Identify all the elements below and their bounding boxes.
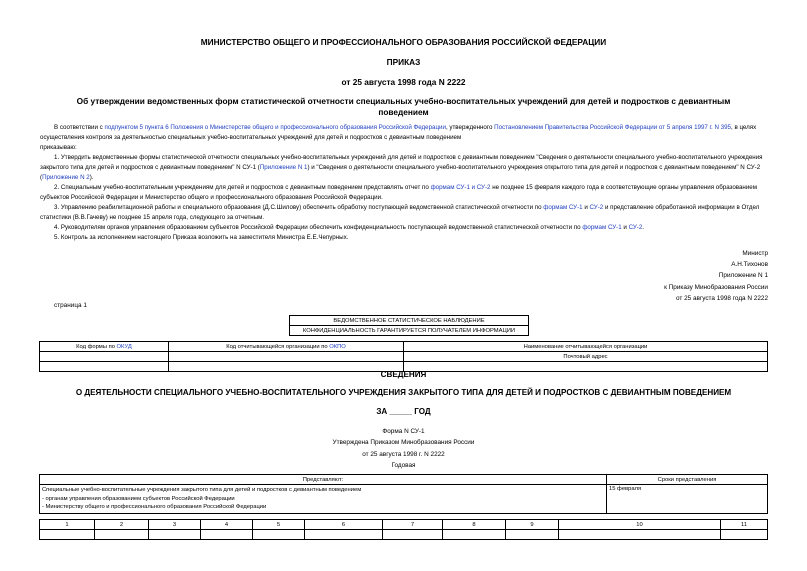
item-3: 3. Управлению реабилитационной работы и специального образования (Д.С.Шилову) обеспечить обработку поступающей ведомственной статистической отчетности по формам СУ-1 и СУ-2 и представление обработанной информации в Отдел статистики (В.В.Гачеву) не позднее 15 апреля года, следующего за отчетным. [40, 204, 760, 221]
confidentiality-cell: КОНФИДЕНЦИАЛЬНОСТЬ ГАРАНТИРУЕТСЯ ПОЛУЧАТЕЛЕМ ИНФОРМАЦИИ [290, 326, 529, 336]
link-appendix-1[interactable]: Приложение N 1 [259, 163, 308, 171]
appendix-order: к Приказу Минобразования России [664, 283, 768, 291]
link-form-su1[interactable]: формам СУ-1 [543, 204, 583, 211]
link-form-su1-b[interactable]: формам СУ-1 [582, 224, 622, 231]
form-periodicity: Годовая [391, 461, 416, 469]
link-postanovlenie[interactable]: Постановлением Правительства Российской Федерации от 5 апреля 1997 г. N 395 [494, 124, 731, 131]
col-number: 7 [383, 520, 443, 530]
col-number: 8 [443, 520, 506, 530]
form-number: Форма N СУ-1 [382, 428, 425, 435]
link-okpo[interactable]: ОКПО [329, 343, 346, 350]
deadline-value: 15 февраля [607, 485, 768, 514]
col-number: 1 [40, 520, 95, 530]
doc-title: Об утверждении ведомственных форм статистической отчетности специальных учебно-воспитательных учреждений для детей и подростков с девиантным поведением [76, 96, 731, 117]
signature-block [664, 248, 768, 304]
col-number: 4 [201, 520, 253, 530]
deadline-header: Сроки представления [607, 475, 768, 485]
submitters-header: Представляют: [40, 475, 607, 485]
col-number: 3 [149, 520, 201, 530]
stat-observation-cell: ВЕДОМСТВЕННОЕ СТАТИСТИЧЕСКОЕ НАБЛЮДЕНИЕ [290, 316, 529, 326]
col-number: 2 [95, 520, 149, 530]
form-meta [0, 426, 807, 471]
statistical-header-table [39, 315, 768, 336]
link-form-su2-b[interactable]: СУ-2 [628, 224, 643, 231]
org-name-cell: Наименование отчитывающейся организации [404, 342, 768, 352]
appendix-label: Приложение N 1 [718, 272, 768, 280]
link-form-su2[interactable]: СУ-2 [589, 204, 604, 211]
col-number: 9 [506, 520, 559, 530]
link-polozhenie[interactable]: подпунктом 5 пункта 6 Положения о Министерстве общего и профессионального образования Российской Федерации [104, 124, 446, 131]
link-okud[interactable]: ОКУД [116, 343, 132, 350]
code-org-cell: Код отчитывающейся организации по ОКПО [169, 342, 404, 352]
col-number: 5 [253, 520, 305, 530]
order-word: приказываю: [40, 144, 77, 151]
item-5: 5. Контроль за исполнением настоящего Приказа возложить на заместителя Министра Е.Е.Чепурных. [54, 234, 349, 241]
code-form-cell: Код формы по ОКУД [40, 342, 169, 352]
item-1: 1. Утвердить ведомственные формы статистической отчетности специальных учебно-воспитательных учреждений для детей и подростков с девиантным поведением "Сведения о деятельности специального учебно-воспитательного учреждения закрытого типа для детей и подростков с девиантным поведением" N СУ-1 (Приложение N 1) и "Сведения о деятельности специального учебно-воспитательного учреждения открытого типа для детей и подростков с девиантным поведением" N СУ-2 (Приложение N 2). [40, 154, 763, 181]
item-4: 4. Руководителям органов управления образованием субъектов Российской Федерации обеспечить конфиденциальность поступающей ведомственной статистической отчетности по формам СУ-1 и СУ-2. [54, 224, 645, 231]
page-label: страница 1 [54, 302, 87, 309]
submitters-list: Специальные учебно-воспитательные учреждения закрытого типа для детей и подростков с девиантным поведением - органам управления образованием субъектов Российской Федерации - Министерству общего и профессионального образования Российской Федерации [40, 485, 607, 514]
form-year: ЗА _____ ГОД [376, 407, 431, 416]
link-forms-su1-su2[interactable]: формам СУ-1 и СУ-2 [430, 184, 491, 191]
postal-address-cell: Почтовый адрес [404, 352, 768, 362]
link-appendix-2[interactable]: Приложение N 2 [42, 173, 90, 181]
preamble: В соответствии с подпунктом 5 пункта 6 Положения о Министерстве общего и профессионального образования Российской Федерации, утвержденного Постановлением Правительства Российской Федерации от 5 апреля 1997 г. N 395, в целях осуществления контроля за деятельностью специальных учебно-воспитательных учреждений для детей и подростков с девиантным поведением [40, 124, 757, 141]
minister-role: Министр [742, 250, 768, 257]
form-approved: Утверждена Приказом Минобразования России [332, 439, 475, 447]
form-approved-date: от 25 августа 1998 г. N 2222 [362, 450, 445, 458]
codes-table [39, 341, 768, 372]
doc-type: ПРИКАЗ [386, 57, 421, 67]
col-number: 10 [559, 520, 721, 530]
col-number: 6 [305, 520, 383, 530]
minister-name: А.Н.Тихонов [731, 261, 768, 269]
form-svedeniya: СВЕДЕНИЯ [380, 370, 427, 379]
col-number: 11 [721, 520, 768, 530]
ministry-title: МИНИСТЕРСТВО ОБЩЕГО И ПРОФЕССИОНАЛЬНОГО ОБРАЗОВАНИЯ РОССИЙСКОЙ ФЕДЕРАЦИИ [200, 37, 607, 47]
submitters-table [39, 474, 768, 514]
doc-date-number: от 25 августа 1998 года N 2222 [341, 77, 466, 87]
item-2: 2. Специальным учебно-воспитательным учреждениям для детей и подростков с девиантным поведением представлять отчет по формам СУ-1 и СУ-2 не позднее 15 февраля каждого года в соответствующие органы управления образованием субъектов Российской Федерации и Министерство общего и профессионального образования Российской Федерации. [40, 184, 757, 201]
form-about: О ДЕЯТЕЛЬНОСТИ СПЕЦИАЛЬНОГО УЧЕБНО-ВОСПИТАТЕЛЬНОГО УЧРЕЖДЕНИЯ ЗАКРЫТОГО ТИПА ДЛЯ ДЕТЕЙ И ПОДРОСТКОВ С ДЕВИАНТНЫМ ПОВЕДЕНИЕМ [75, 388, 732, 397]
appendix-date: от 25 августа 1998 года N 2222 [675, 294, 768, 302]
column-numbers-table [39, 519, 768, 540]
